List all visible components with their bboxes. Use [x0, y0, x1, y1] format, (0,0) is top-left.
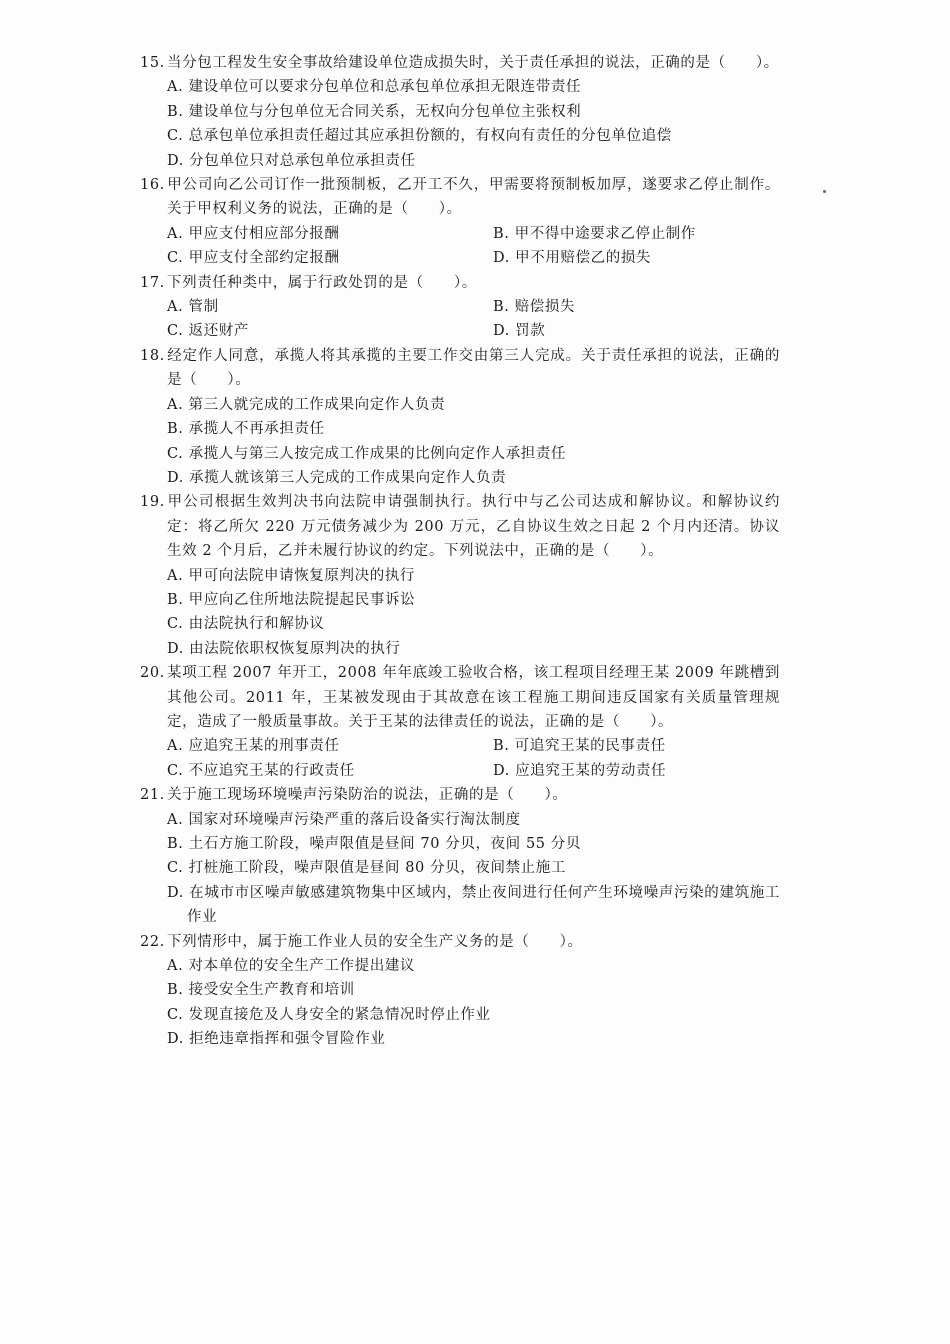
option-d: D. 罚款 — [493, 323, 546, 340]
option-c: C. 由法院执行和解协议 — [167, 616, 325, 633]
question-text: 甲公司根据生效判决书向法院申请强制执行。执行中与乙公司达成和解协议。和解协议约定：将乙所欠 220 万元债务减少为 200 万元，乙自协议生效之日起 2 个月内还清。协议生效 2 个月后，乙并未履行协议的约定。下列说法中，正确的是（ ）。 — [167, 494, 780, 560]
scan-speck — [823, 190, 826, 193]
option-b: B. 承揽人不再承担责任 — [167, 421, 325, 438]
question-20 — [140, 661, 780, 783]
option-c: C. 甲应支付全部约定报酬 — [167, 250, 340, 267]
option-d: D. 承揽人就该第三人完成的工作成果向定作人负责 — [167, 469, 507, 486]
option-a: A. 第三人就完成的工作成果向定作人负责 — [167, 396, 446, 413]
question-text: 当分包工程发生安全事故给建设单位造成损失时，关于责任承担的说法，正确的是（ ）。 — [167, 55, 779, 71]
question-17 — [140, 271, 780, 344]
question-number: 20. — [140, 665, 165, 682]
option-c: C. 发现直接危及人身安全的紧急情况时停止作业 — [167, 1006, 491, 1023]
question-19 — [140, 490, 780, 661]
question-stem — [140, 661, 780, 734]
option-list — [140, 295, 780, 344]
question-text: 甲公司向乙公司订作一批预制板，乙开工不久，甲需要将预制板加厚，遂要求乙停止制作。关于甲权利义务的说法，正确的是（ ）。 — [167, 177, 780, 218]
option-row — [167, 734, 780, 758]
option-a: A. 对本单位的安全生产工作提出建议 — [167, 958, 415, 975]
question-text: 下列责任种类中，属于行政处罚的是（ ）。 — [167, 274, 477, 291]
option-d: D. 在城市市区噪声敏感建筑物集中区域内，禁止夜间进行任何产生环境噪声污染的建筑施工作业 — [167, 884, 780, 926]
question-number: 17. — [140, 274, 165, 291]
question-number: 22. — [140, 933, 165, 950]
question-text: 经定作人同意，承揽人将其承揽的主要工作交由第三人完成。关于责任承担的说法，正确的是（ ）。 — [167, 347, 780, 389]
question-22 — [140, 930, 780, 1052]
question-number: 19. — [140, 494, 165, 511]
option-b: B. 接受安全生产教育和培训 — [167, 982, 355, 999]
option-b: B. 建设单位与分包单位无合同关系，无权向分包单位主张权利 — [167, 103, 582, 120]
question-15 — [140, 51, 780, 173]
option-d: D. 甲不用赔偿乙的损失 — [493, 250, 652, 267]
option-d: D. 应追究王某的劳动责任 — [493, 762, 667, 779]
option-d: D. 由法院依职权恢复原判决的执行 — [167, 640, 401, 657]
option-b: B. 土石方施工阶段，噪声限值是昼间 70 分贝，夜间 55 分贝 — [167, 836, 582, 852]
option-list — [140, 564, 780, 662]
option-c: C. 打桩施工阶段，噪声限值是昼间 80 分贝，夜间禁止施工 — [167, 860, 566, 877]
question-number: 18. — [140, 347, 165, 364]
question-stem — [140, 783, 780, 807]
question-number: 21. — [140, 787, 165, 804]
option-list — [140, 393, 780, 491]
option-c: C. 总承包单位承担责任超过其应承担份额的，有权向有责任的分包单位追偿 — [167, 128, 672, 145]
option-a: A. 甲可向法院申请恢复原判决的执行 — [167, 567, 415, 584]
option-list — [140, 75, 780, 173]
option-c: C. 不应追究王某的行政责任 — [167, 762, 355, 779]
question-stem — [140, 173, 780, 222]
question-18 — [140, 344, 780, 490]
option-a: A. 应追究王某的刑事责任 — [167, 738, 340, 755]
question-list — [140, 51, 780, 1052]
option-list — [140, 222, 780, 271]
option-b: B. 赔偿损失 — [493, 299, 576, 316]
question-number: 16. — [140, 177, 165, 194]
option-a: A. 管制 — [167, 299, 219, 316]
option-b: B. 可追究王某的民事责任 — [493, 738, 666, 755]
option-row — [167, 222, 780, 246]
question-text: 下列情形中，属于施工作业人员的安全生产义务的是（ ）。 — [167, 933, 583, 950]
option-row — [167, 319, 780, 343]
option-d: D. 分包单位只对总承包单位承担责任 — [167, 152, 416, 169]
option-c: C. 承揽人与第三人按完成工作成果的比例向定作人承担责任 — [167, 445, 567, 462]
question-text: 某项工程 2007 年开工，2008 年年底竣工验收合格，该工程项目经理王某 2009 年跳槽到其他公司。2011 年，王某被发现由于其故意在该工程施工期间违反国家有关质量管理规定，造成了一般质量事故。关于王某的法律责任的说法，正确的是（ ）。 — [167, 665, 780, 730]
option-list — [140, 734, 780, 783]
option-row — [167, 295, 780, 319]
option-d: D. 拒绝违章指挥和强令冒险作业 — [167, 1031, 386, 1048]
option-a: A. 甲应支付相应部分报酬 — [167, 225, 340, 242]
question-stem — [140, 51, 780, 75]
option-row — [167, 759, 780, 783]
question-stem — [140, 344, 780, 393]
question-stem — [140, 490, 780, 563]
option-a: A. 建设单位可以要求分包单位和总承包单位承担无限连带责任 — [167, 79, 582, 96]
question-stem — [140, 271, 780, 295]
question-number: 15. — [140, 55, 165, 71]
option-list — [140, 954, 780, 1052]
option-a: A. 国家对环境噪声污染严重的落后设备实行淘汰制度 — [167, 811, 521, 828]
question-text: 关于施工现场环境噪声污染防治的说法，正确的是（ ）。 — [167, 787, 568, 804]
option-b: B. 甲应向乙住所地法院提起民事诉讼 — [167, 591, 416, 608]
question-16 — [140, 173, 780, 271]
option-b: B. 甲不得中途要求乙停止制作 — [493, 225, 696, 242]
question-stem — [140, 930, 780, 954]
option-c: C. 返还财产 — [167, 323, 249, 340]
option-row — [167, 246, 780, 270]
option-list — [140, 808, 780, 930]
question-21 — [140, 783, 780, 929]
